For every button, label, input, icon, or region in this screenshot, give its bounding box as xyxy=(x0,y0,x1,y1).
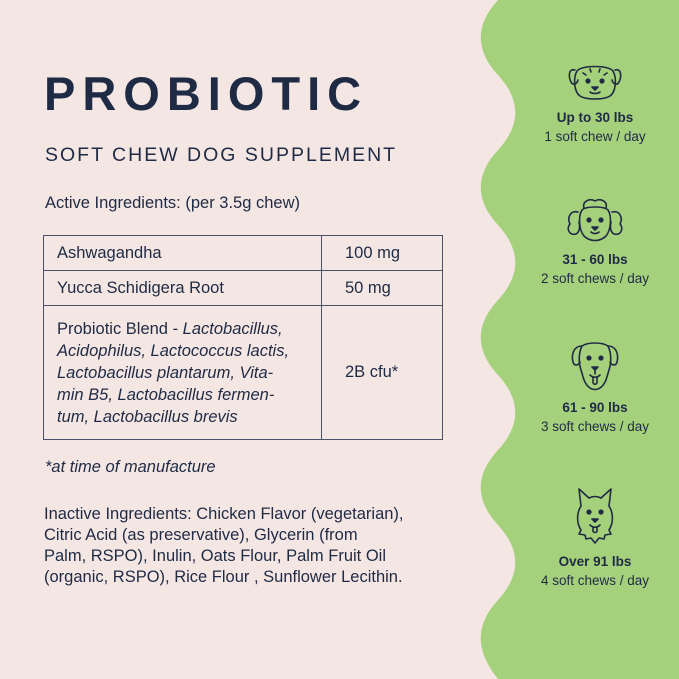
inactive-ingredients-label: Inactive Ingredients: xyxy=(44,505,192,523)
ingredient-name: Yucca Schidigera Root xyxy=(44,271,322,306)
manufacture-footnote: *at time of manufacture xyxy=(45,458,216,476)
table-row xyxy=(44,236,443,271)
ingredient-amount: 2B cfu* xyxy=(322,306,443,440)
dosage-item xyxy=(520,62,670,145)
dosage-weight: 31 - 60 lbs xyxy=(562,252,628,267)
blend-species-line: Lactobacillus, xyxy=(182,319,283,338)
active-ingredients-table xyxy=(43,235,443,440)
inactive-line: Palm, RSPO), Inulin, Oats Flour, Palm Fruit Oil xyxy=(44,547,387,565)
dosage-amount: 2 soft chews / day xyxy=(540,271,650,287)
probiotic-blend-cell xyxy=(44,306,322,440)
product-subtitle: SOFT CHEW DOG SUPPLEMENT xyxy=(45,144,398,166)
dosage-amount: 4 soft chews / day xyxy=(540,573,650,589)
dosage-item xyxy=(520,198,670,287)
inactive-line: Chicken Flavor (vegetarian), xyxy=(191,505,404,523)
small-dog-face-icon xyxy=(566,62,624,102)
ingredient-amount: 100 mg xyxy=(322,236,443,271)
blend-species-line: tum, Lactobacillus brevis xyxy=(57,407,238,426)
table-row xyxy=(44,306,443,440)
dosage-weight: Up to 30 lbs xyxy=(556,110,634,125)
dosage-weight: 61 - 90 lbs xyxy=(562,400,628,415)
blend-species-line: Acidophilus, Lactococcus lactis, xyxy=(57,341,290,360)
poodle-face-icon xyxy=(564,198,626,244)
dosage-item xyxy=(520,486,670,589)
ingredient-amount: 50 mg xyxy=(322,271,443,306)
inactive-line: (organic, RSPO), Rice Flour , Sunflower Lecithin. xyxy=(44,568,403,586)
active-ingredients-label: Active Ingredients: xyxy=(45,194,181,212)
dosage-weight: Over 91 lbs xyxy=(558,554,632,569)
blend-species-line: min B5, Lactobacillus fermen- xyxy=(57,385,275,404)
dosage-amount: 3 soft chews / day xyxy=(540,419,650,435)
ingredient-name: Ashwagandha xyxy=(44,236,322,271)
inactive-ingredients xyxy=(44,504,464,588)
retriever-face-icon xyxy=(570,340,620,392)
table-row xyxy=(44,271,443,306)
active-ingredients-heading xyxy=(45,194,300,214)
dosage-amount: 1 soft chew / day xyxy=(544,129,646,145)
blend-species-line: Lactobacillus plantarum, Vita- xyxy=(57,363,274,382)
dosage-item xyxy=(520,340,670,435)
product-title: PROBIOTIC xyxy=(44,67,369,120)
inactive-line: Citric Acid (as preservative), Glycerin (from xyxy=(44,526,358,544)
fluffy-dog-face-icon xyxy=(571,486,619,546)
ingredient-name: Probiotic Blend - xyxy=(57,319,179,338)
serving-size: (per 3.5g chew) xyxy=(185,194,300,212)
